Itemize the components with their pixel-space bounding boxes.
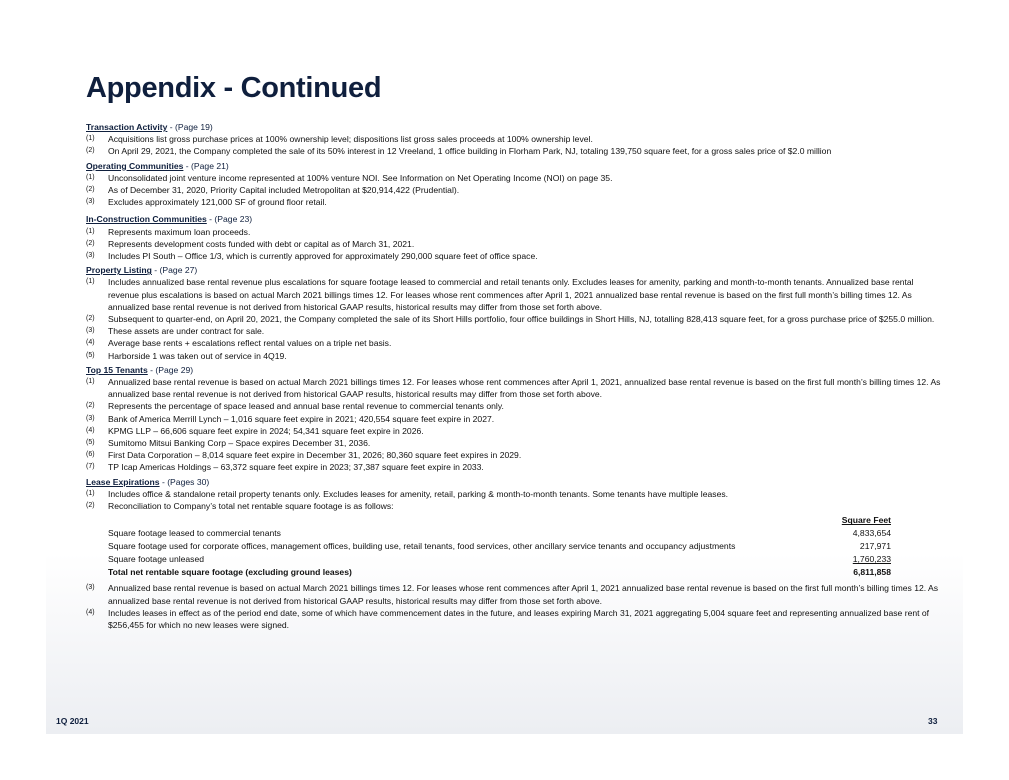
- footnote: (7) TP Icap Americas Holdings – 63,372 square feet expire in 2023; 37,387 square feet expire in 2033.: [86, 462, 484, 473]
- footnote: (3) Annualized base rental revenue is based on actual March 2021 billings times 12. For leases whose rent commences after April 1, 2021 annualized base rental revenue is based on the first full month’s billing times 12. As annualized base rental revenue is not derived from historical GAAP results, historical results may differ from those set forth above.: [86, 583, 939, 606]
- appendix-notes: [86, 119, 946, 631]
- row-label: Square footage leased to commercial tenants: [108, 528, 281, 539]
- footnote: (2) Reconciliation to Company’s total net rentable square footage is as follows:: [86, 501, 394, 512]
- table-header-row: [108, 514, 891, 527]
- footnote: (1) Represents maximum loan proceeds.: [86, 226, 251, 237]
- section-lease-expirations: [86, 476, 946, 631]
- footnote: (3) Bank of America Merrill Lynch – 1,016 square feet expire in 2021; 420,554 square feet expire in 2027.: [86, 413, 495, 424]
- footnote: (5) Harborside 1 was taken out of service in 4Q19.: [86, 350, 287, 361]
- footnote: (3) Includes PI South – Office 1/3, which is currently approved for approximately 290,000 square feet of office space.: [86, 251, 538, 262]
- footnote: (1) Annualized base rental revenue is based on actual March 2021 billings times 12. For leases whose rent commences after April 1, 2021, annualized base rental revenue is based on the first full month’s billing times 12. As annualized base rental revenue is not derived from historical GAAP results, historical results may differ from those set forth above.: [86, 377, 941, 400]
- section-heading: Lease Expirations - (Pages 30): [86, 476, 210, 487]
- page-number: 33: [928, 716, 938, 726]
- footnote: (2) Represents the percentage of space leased and annual base rental revenue to commercial tenants only.: [86, 401, 504, 412]
- section-top-15-tenants: [86, 364, 946, 474]
- footnote: (2) On April 29, 2021, the Company completed the sale of its 50% interest in 12 Vreeland, 1 office building in Florham Park, NJ, totaling 139,750 square feet, for a gross sales price of $2.0 million: [86, 146, 832, 157]
- footnote: (3) These assets are under contract for sale.: [86, 326, 265, 337]
- section-transaction-activity: [86, 121, 946, 158]
- footnote: (4) Average base rents + escalations reflect rental values on a triple net basis.: [86, 338, 392, 349]
- footnote: (1) Unconsolidated joint venture income represented at 100% venture NOI. See Information on Net Operating Income (NOI) on page 35.: [86, 172, 613, 183]
- footnote: (4) Includes leases in effect as of the period end date, some of which have commencement dates in the future, and leases expiring March 31, 2021 aggregating 5,004 square feet and representing annualized base rent of $256,455 for which no new leases were signed.: [86, 607, 930, 630]
- footer-period: 1Q 2021: [56, 716, 89, 726]
- row-label: Square footage unleased: [108, 554, 205, 565]
- table-row: [108, 553, 891, 566]
- footnote: (1) Includes annualized base rental revenue plus escalations for square footage leased to commercial and retail tenants only. Excludes leases for amenity, parking and month-to-month tenants. Annualized base rental revenue plus escalations is based on actual March 2021 billings times 12. For leases whose rent commences after April 1, 2021 annualized base rental revenue is based on the first full month’s billing times 12. As annualized base rental revenue is not derived from historical GAAP results, historical results may differ from those set forth above.: [86, 277, 914, 312]
- footnote: (5) Sumitomo Mitsui Banking Corp – Space expires December 31, 2036.: [86, 438, 371, 449]
- total-value: 6,811,858: [853, 567, 891, 578]
- footnote: (4) KPMG LLP – 66,606 square feet expire in 2024; 54,341 square feet expire in 2026.: [86, 425, 424, 436]
- footnote: (1) Acquisitions list gross purchase prices at 100% ownership level; dispositions list gross sales proceeds at 100% ownership level.: [86, 134, 593, 145]
- row-value: 1,760,233: [852, 554, 891, 565]
- footnote: (3) Excludes approximately 121,000 SF of ground floor retail.: [86, 197, 327, 208]
- section-heading: In-Construction Communities - (Page 23): [86, 214, 253, 225]
- row-value: 4,833,654: [852, 528, 891, 539]
- section-heading: Transaction Activity - (Page 19): [86, 122, 213, 132]
- column-header: Square Feet: [841, 515, 891, 526]
- total-label: Total net rentable square footage (excluding ground leases): [108, 567, 352, 578]
- section-property-listing: [86, 264, 946, 362]
- section-operating-communities: [86, 160, 946, 209]
- section-heading: Operating Communities - (Page 21): [86, 160, 229, 171]
- footnote: (6) First Data Corporation – 8,014 square feet expire in December 31, 2026; 80,360 square feet expires in 2029.: [86, 450, 522, 461]
- page-title: Appendix - Continued: [86, 72, 382, 104]
- table-row: [108, 540, 891, 553]
- section-heading: Property Listing - (Page 27): [86, 265, 198, 276]
- table-row: [108, 527, 891, 540]
- footnote: (2) Subsequent to quarter-end, on April 20, 2021, the Company completed the sale of its Short Hills portfolio, four office buildings in Short Hills, NJ, totalling 828,413 square feet, for a gross purchase price of $255.0 million.: [86, 314, 935, 325]
- row-value: 217,971: [859, 541, 891, 552]
- section-in-construction-communities: [86, 213, 946, 262]
- square-footage-reconciliation-table: [108, 514, 891, 579]
- section-heading: Top 15 Tenants - (Page 29): [86, 364, 194, 375]
- table-total-row: [108, 566, 891, 579]
- footnote: (1) Includes office & standalone retail property tenants only. Excludes leases for amenity, retail, parking & month-to-month tenants. Some tenants have multiple leases.: [86, 488, 729, 499]
- row-label: Square footage used for corporate offices, management offices, building use, retail tenants, food services, other ancillary service tenants and occupancy adjustments: [108, 541, 736, 552]
- footnote: (2) As of December 31, 2020, Priority Capital included Metropolitan at $20,914,422 (Prudential).: [86, 185, 460, 196]
- footnote: (2) Represents development costs funded with debt or capital as of March 31, 2021.: [86, 238, 415, 249]
